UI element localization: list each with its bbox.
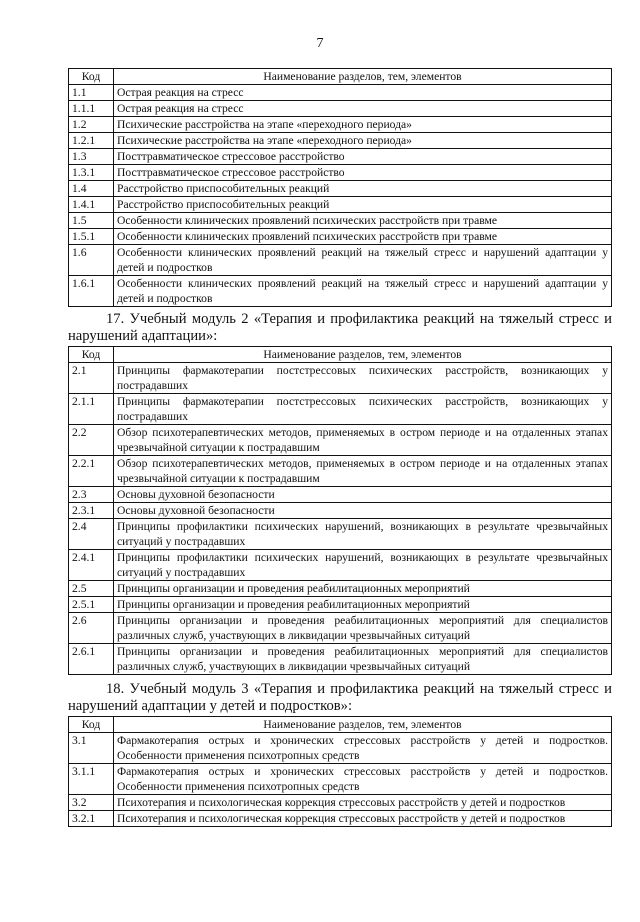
name-column-header: Наименование разделов, тем, элементов (114, 717, 612, 733)
row-code: 2.1 (69, 363, 114, 394)
row-code: 1.3.1 (69, 165, 114, 181)
row-code: 1.5.1 (69, 229, 114, 245)
row-name: Фармакотерапия острых и хронических стрессовых расстройств у детей и подростков. Особенности применения психотропных средств (114, 733, 612, 764)
row-name: Особенности клинических проявлений реакций на тяжелый стресс и нарушений адаптации у детей и подростков (114, 245, 612, 276)
table-row (69, 276, 612, 307)
row-name: Принципы фармакотерапии постстрессовых психических расстройств, возникающих у пострадавших (114, 394, 612, 425)
row-name: Принципы организации и проведения реабилитационных мероприятий (114, 581, 612, 597)
row-name: Принципы организации и проведения реабилитационных мероприятий для специалистов различных служб, участвующих в ликвидации чрезвычайных ситуаций (114, 613, 612, 644)
table-row (69, 733, 612, 764)
row-code: 1.2 (69, 117, 114, 133)
row-code: 1.1.1 (69, 101, 114, 117)
row-name: Обзор психотерапевтических методов, применяемых в остром периоде и на отдаленных этапах чрезвычайной ситуации к пострадавшим (114, 425, 612, 456)
row-code: 2.5.1 (69, 597, 114, 613)
row-name: Расстройство приспособительных реакций (114, 181, 612, 197)
row-code: 2.3 (69, 487, 114, 503)
row-code: 1.1 (69, 85, 114, 101)
table-header-row (69, 717, 612, 733)
table-row (69, 363, 612, 394)
table-row (69, 245, 612, 276)
row-code: 1.4 (69, 181, 114, 197)
table-row (69, 764, 612, 795)
code-column-header: Код (69, 717, 114, 733)
row-name: Психотерапия и психологическая коррекция стрессовых расстройств у детей и подростков (114, 811, 612, 827)
row-code: 3.2.1 (69, 811, 114, 827)
row-name: Особенности клинических проявлений реакций на тяжелый стресс и нарушений адаптации у детей и подростков (114, 276, 612, 307)
table-row (69, 519, 612, 550)
table-header-row (69, 347, 612, 363)
table-row (69, 550, 612, 581)
name-column-header: Наименование разделов, тем, элементов (114, 347, 612, 363)
table-row (69, 149, 612, 165)
row-code: 2.4 (69, 519, 114, 550)
row-code: 2.6.1 (69, 644, 114, 675)
table-row (69, 85, 612, 101)
code-column-header: Код (69, 347, 114, 363)
row-name: Острая реакция на стресс (114, 85, 612, 101)
row-code: 1.3 (69, 149, 114, 165)
row-name: Принципы профилактики психических нарушений, возникающих в результате чрезвычайных ситуаций у пострадавших (114, 550, 612, 581)
row-name: Основы духовной безопасности (114, 487, 612, 503)
row-code: 3.2 (69, 795, 114, 811)
row-code: 1.6.1 (69, 276, 114, 307)
table-row (69, 101, 612, 117)
module-3-heading: 18. Учебный модуль 3 «Терапия и профилактика реакций на тяжелый стресс и нарушений адаптации у детей и подростков»: (68, 681, 612, 714)
table-header-row (69, 69, 612, 85)
table-row (69, 197, 612, 213)
module-2-heading: 17. Учебный модуль 2 «Терапия и профилактика реакций на тяжелый стресс и нарушений адаптации»: (68, 311, 612, 344)
row-code: 2.2 (69, 425, 114, 456)
row-name: Посттравматическое стрессовое расстройство (114, 149, 612, 165)
row-code: 1.6 (69, 245, 114, 276)
row-code: 2.4.1 (69, 550, 114, 581)
table-row (69, 425, 612, 456)
table-row (69, 795, 612, 811)
row-name: Обзор психотерапевтических методов, применяемых в остром периоде и на отдаленных этапах чрезвычайной ситуации к пострадавшим (114, 456, 612, 487)
row-name: Принципы фармакотерапии постстрессовых психических расстройств, возникающих у пострадавших (114, 363, 612, 394)
row-code: 1.4.1 (69, 197, 114, 213)
row-code: 2.1.1 (69, 394, 114, 425)
module-3-table (68, 716, 612, 827)
row-code: 1.2.1 (69, 133, 114, 149)
row-code: 3.1.1 (69, 764, 114, 795)
row-code: 2.6 (69, 613, 114, 644)
table-row (69, 165, 612, 181)
module-2-table (68, 346, 612, 675)
name-column-header: Наименование разделов, тем, элементов (114, 69, 612, 85)
row-name: Острая реакция на стресс (114, 101, 612, 117)
table-row (69, 811, 612, 827)
row-name: Психотерапия и психологическая коррекция стрессовых расстройств у детей и подростков (114, 795, 612, 811)
table-row (69, 487, 612, 503)
row-name: Основы духовной безопасности (114, 503, 612, 519)
module-1-table (68, 68, 612, 307)
table-row (69, 133, 612, 149)
table-row (69, 613, 612, 644)
table-row (69, 644, 612, 675)
row-name: Фармакотерапия острых и хронических стрессовых расстройств у детей и подростков. Особенности применения психотропных средств (114, 764, 612, 795)
row-code: 2.2.1 (69, 456, 114, 487)
table-row (69, 503, 612, 519)
row-code: 2.5 (69, 581, 114, 597)
row-name: Посттравматическое стрессовое расстройство (114, 165, 612, 181)
row-name: Расстройство приспособительных реакций (114, 197, 612, 213)
table-row (69, 394, 612, 425)
table-row (69, 213, 612, 229)
page-number: 7 (316, 36, 324, 51)
code-column-header: Код (69, 69, 114, 85)
row-name: Особенности клинических проявлений психических расстройств при травме (114, 213, 612, 229)
table-row (69, 597, 612, 613)
row-name: Психические расстройства на этапе «переходного периода» (114, 117, 612, 133)
table-row (69, 181, 612, 197)
table-row (69, 456, 612, 487)
row-name: Принципы организации и проведения реабилитационных мероприятий для специалистов различных служб, участвующих в ликвидации чрезвычайных ситуаций (114, 644, 612, 675)
row-code: 1.5 (69, 213, 114, 229)
table-row (69, 229, 612, 245)
row-code: 3.1 (69, 733, 114, 764)
table-row (69, 117, 612, 133)
row-name: Особенности клинических проявлений психических расстройств при травме (114, 229, 612, 245)
row-name: Психические расстройства на этапе «переходного периода» (114, 133, 612, 149)
row-code: 2.3.1 (69, 503, 114, 519)
table-row (69, 581, 612, 597)
row-name: Принципы организации и проведения реабилитационных мероприятий (114, 597, 612, 613)
row-name: Принципы профилактики психических нарушений, возникающих в результате чрезвычайных ситуаций у пострадавших (114, 519, 612, 550)
